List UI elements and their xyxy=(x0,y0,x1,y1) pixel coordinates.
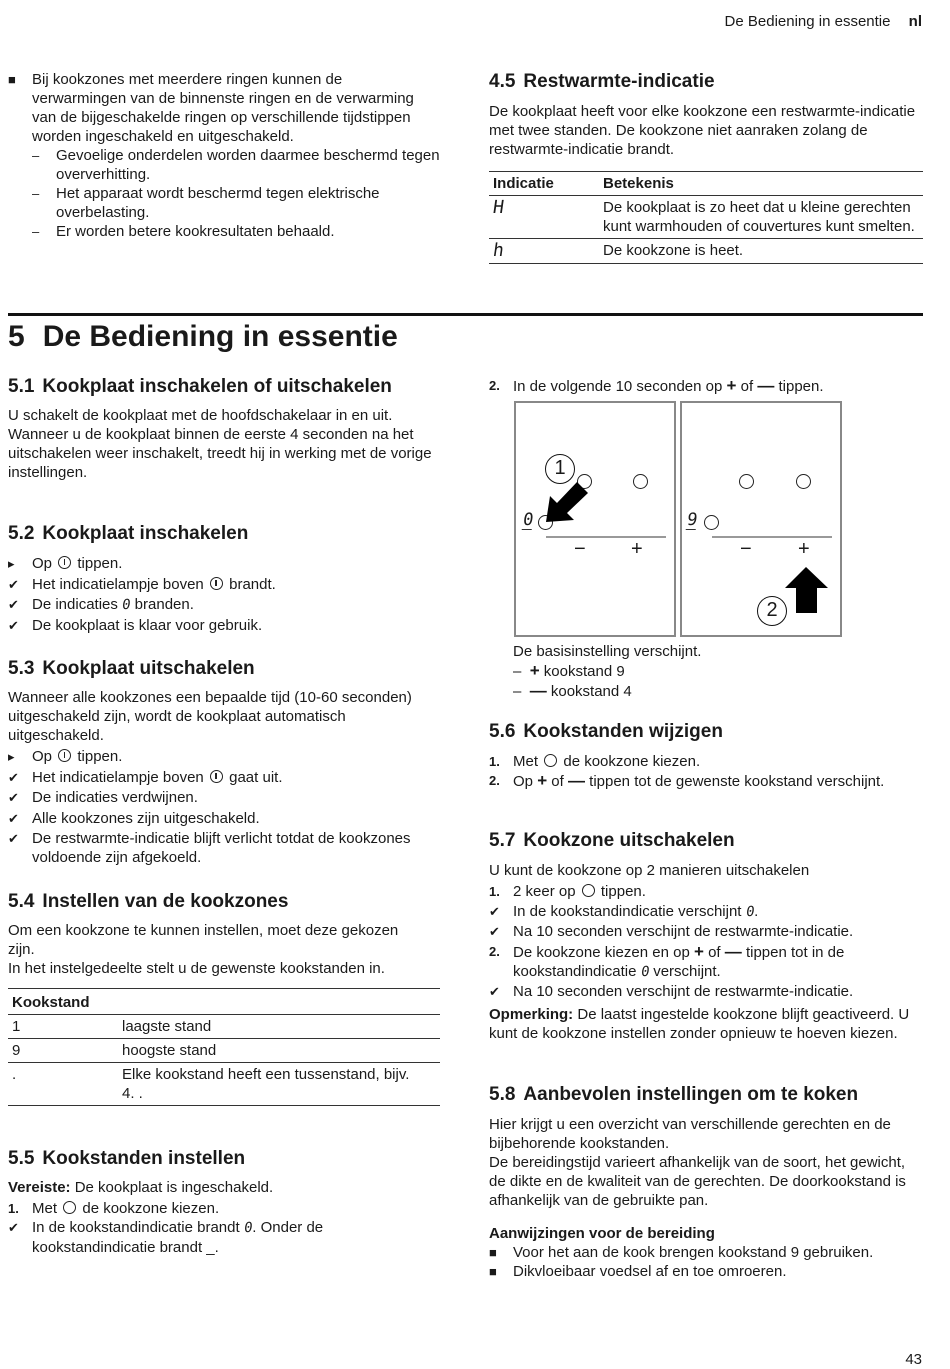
circle-icon xyxy=(63,1201,76,1214)
action-step xyxy=(8,747,440,768)
text: De kookplaat is ingeschakeld. xyxy=(74,1179,274,1196)
text: of xyxy=(708,944,721,961)
paragraph: Wanneer alle kookzones een bepaalde tijd (10-60 seconden) uitgeschakeld zijn, wordt de kookplaat automatisch uitgeschakeld. xyxy=(8,689,412,744)
table-row xyxy=(489,196,923,239)
numbered-step xyxy=(489,942,919,982)
section-title: Restwarmte-indicatie xyxy=(523,71,715,92)
section-title: Kookstanden wijzigen xyxy=(523,721,723,742)
header-lang: nl xyxy=(908,13,922,30)
result-item xyxy=(8,1218,440,1257)
step-number: 2. xyxy=(489,773,500,788)
divider-line xyxy=(712,536,832,538)
text: Dikvloeibaar voedsel af en toe omroeren. xyxy=(513,1263,787,1280)
check-icon: ✔ xyxy=(489,904,500,919)
result-item xyxy=(8,616,440,637)
text: tippen. xyxy=(77,748,123,765)
step-number: 1. xyxy=(489,754,500,769)
text: De indicaties xyxy=(32,596,118,613)
paragraph: U schakelt de kookplaat met de hoofdschakelaar in en uit. xyxy=(8,407,393,424)
plus-icon: + xyxy=(529,661,540,680)
section-5-7 xyxy=(489,829,919,1043)
section-title: Kookstanden instellen xyxy=(42,1148,246,1169)
section-number: 5.3 xyxy=(8,658,35,679)
indicator-symbol: h xyxy=(491,240,506,261)
chapter-title: De Bediening in essentie xyxy=(42,320,398,353)
paragraph: Wanneer u de kookplaat binnen de eerste 4 seconden na het uitschakelen weer inschakelt, treedt hij in werking met de vorige instellingen. xyxy=(8,426,432,481)
text: 2 keer op xyxy=(513,883,576,900)
top-left-list xyxy=(8,70,440,241)
result-item xyxy=(8,575,440,596)
level-display: 0 xyxy=(521,510,535,530)
panel-right xyxy=(680,401,842,637)
power-icon xyxy=(210,577,223,590)
section-number: 5.8 xyxy=(489,1084,516,1105)
restwarmte-table xyxy=(489,171,923,264)
requirement xyxy=(8,1178,440,1197)
check-icon: ✔ xyxy=(8,810,19,826)
text: verschijnt. xyxy=(653,963,721,980)
section-heading xyxy=(489,1083,914,1107)
column-header: Betekenis xyxy=(603,175,674,192)
dash-icon: – xyxy=(32,148,40,163)
check-icon: ✔ xyxy=(8,597,19,612)
minus-icon: — xyxy=(567,771,585,790)
check-icon: ✔ xyxy=(8,769,19,785)
result-item xyxy=(8,768,440,789)
text: de kookzone kiezen. xyxy=(82,1200,220,1217)
section-heading xyxy=(8,375,440,399)
minus-icon: — xyxy=(724,942,742,961)
dash-icon: – xyxy=(32,224,40,239)
text: Op xyxy=(32,748,53,765)
section-number: 5.5 xyxy=(8,1148,35,1169)
section-title: Kookzone uitschakelen xyxy=(523,830,735,851)
cell: 1 xyxy=(12,1018,21,1035)
text: tippen. xyxy=(600,883,646,900)
plus-icon: + xyxy=(726,376,737,395)
text: De restwarmte-indicatie blijft verlicht totdat de kookzones voldoende zijn afgekoeld. xyxy=(32,830,411,866)
plus-icon: + xyxy=(798,538,810,560)
text: Met xyxy=(32,1200,58,1217)
section-5-1 xyxy=(8,375,440,482)
text: De kookplaat is klaar voor gebruik. xyxy=(32,616,263,634)
section-5-3 xyxy=(8,657,440,867)
cell: 9 xyxy=(12,1042,21,1059)
power-icon xyxy=(210,770,223,783)
section-heading xyxy=(8,522,440,546)
numbered-step xyxy=(489,752,914,771)
item-text: Bij kookzones met meerdere ringen kunnen de verwarmingen van de binnenste ringen en de verwarming van de bijgeschakelde ringen op verschillende tijdstippen worden ingeschakeld en uitgeschakeld. xyxy=(32,71,414,145)
text: De laatst ingestelde kookzone blijft geactiveerd. U kunt de kookzone instellen zonder opnieuw te hoeven kiezen. xyxy=(489,1006,910,1042)
cell: . xyxy=(12,1066,17,1083)
triangle-icon: ▸ xyxy=(8,556,15,571)
paragraph: Hier krijgt u een overzicht van verschillende gerechten en de bijbehorende kookstanden. xyxy=(489,1116,891,1152)
text: Na 10 seconden verschijnt de restwarmte-indicatie. xyxy=(513,983,854,1000)
text: Alle kookzones zijn uitgeschakeld. xyxy=(32,809,260,827)
section-heading xyxy=(8,890,440,914)
result-item xyxy=(8,809,440,830)
list-item xyxy=(489,1243,914,1262)
section-number: 5.2 xyxy=(8,523,35,544)
callout-badge: 1 xyxy=(545,454,575,484)
segment-digit: 0 xyxy=(744,904,756,920)
cell: laagste stand xyxy=(122,1018,212,1035)
zone-circle-icon xyxy=(704,515,719,530)
result-item xyxy=(489,922,919,942)
section-5-8 xyxy=(489,1083,914,1281)
section-heading xyxy=(489,720,914,744)
check-icon: ✔ xyxy=(8,831,19,846)
indicator-symbol: H xyxy=(491,197,506,218)
section-4-5 xyxy=(489,70,923,264)
text: De indicaties verdwijnen. xyxy=(32,789,198,806)
paragraph: Om een kookzone te kunnen instellen, moet deze gekozen zijn. xyxy=(8,922,399,958)
section-title: Aanbevolen instellingen om te koken xyxy=(523,1084,859,1105)
text: kookstand 9 xyxy=(543,663,625,680)
list-item xyxy=(8,146,440,184)
square-bullet-icon: ■ xyxy=(489,1264,497,1279)
cell: Elke kookstand heeft een tussenstand, bijv. 4. . xyxy=(122,1066,410,1102)
segment-digit: 0 xyxy=(120,597,132,613)
square-bullet-icon: ■ xyxy=(489,1245,497,1260)
section-title: Instellen van de kookzones xyxy=(42,891,289,912)
text: Voor het aan de kook brengen kookstand 9 gebruiken. xyxy=(513,1244,874,1261)
level-display: 9 xyxy=(685,510,699,530)
power-icon xyxy=(58,556,71,569)
plus-icon: + xyxy=(693,942,704,961)
circle-icon xyxy=(544,754,557,767)
zone-circle-icon xyxy=(796,474,811,489)
circle-icon xyxy=(582,884,595,897)
power-icon xyxy=(58,749,71,762)
text: De kookzone kiezen en op xyxy=(513,944,690,961)
zone-circle-icon xyxy=(633,474,648,489)
check-icon: ✔ xyxy=(8,617,19,633)
text: . xyxy=(754,903,759,920)
label: Vereiste: xyxy=(8,1179,71,1196)
segment-digit: 0 xyxy=(639,964,651,980)
result-item xyxy=(489,902,919,922)
minus-icon: − xyxy=(740,538,752,560)
table-row xyxy=(8,1039,440,1063)
section-heading xyxy=(489,829,919,853)
table-row xyxy=(8,1063,440,1106)
minus-icon: — xyxy=(757,376,775,395)
check-icon: ✔ xyxy=(8,576,19,592)
section-5-4 xyxy=(8,890,440,1106)
list-item xyxy=(8,70,440,146)
table-row xyxy=(8,1015,440,1039)
text: of xyxy=(551,773,564,790)
text: Op xyxy=(513,773,534,790)
section-heading xyxy=(8,1147,440,1171)
section-5-5 xyxy=(8,1147,440,1257)
paragraph: De kookplaat heeft voor elke kookzone een restwarmte-indicatie met twee standen. De kookzone niet aanraken zolang de restwarmte-indicatie brandt. xyxy=(489,103,916,158)
list-item xyxy=(8,184,440,222)
segment-digit: 0 xyxy=(242,1220,254,1236)
section-heading xyxy=(8,657,440,681)
result-item xyxy=(8,788,440,809)
check-icon: ✔ xyxy=(489,984,500,999)
dash-item: – + kookstand 9 xyxy=(513,661,625,680)
section-number: 5.7 xyxy=(489,830,516,851)
text: gaat uit. xyxy=(229,768,283,786)
paragraph: U kunt de kookzone op 2 manieren uitschakelen xyxy=(489,862,810,879)
zone-circle-icon xyxy=(739,474,754,489)
section-number: 5.1 xyxy=(8,376,35,397)
column-header: Indicatie xyxy=(493,175,554,192)
text: de kookzone kiezen. xyxy=(563,753,701,770)
plus-icon: + xyxy=(537,771,548,790)
paragraph: De basisinstelling verschijnt. xyxy=(513,643,702,660)
check-icon: ✔ xyxy=(8,1220,19,1235)
step-number: 2. xyxy=(489,378,500,393)
dash-icon: – xyxy=(32,186,40,201)
text: . Onder de kookstandindicatie brandt xyxy=(32,1219,324,1256)
section-heading xyxy=(489,70,923,94)
section-title: Kookplaat inschakelen of uitschakelen xyxy=(42,376,392,397)
check-icon: ✔ xyxy=(489,924,500,939)
section-title: Kookplaat uitschakelen xyxy=(42,658,255,679)
text: In de kookstandindicatie brandt xyxy=(32,1219,240,1236)
diagram-result xyxy=(513,642,913,701)
section-number: 5.6 xyxy=(489,721,516,742)
minus-icon: − xyxy=(574,538,586,560)
text: Op xyxy=(32,555,53,572)
note xyxy=(489,1005,919,1043)
header-title: De Bediening in essentie xyxy=(724,13,891,30)
action-step xyxy=(8,554,440,575)
list-item xyxy=(489,1262,914,1281)
result-item xyxy=(8,595,440,616)
step-number: 1. xyxy=(489,884,500,899)
numbered-step xyxy=(489,376,923,396)
text: tippen. xyxy=(778,378,824,395)
dash-item: – — kookstand 4 xyxy=(513,681,632,700)
list-item xyxy=(8,222,440,241)
section-5-6 xyxy=(489,720,914,791)
text: branden. xyxy=(134,596,194,613)
cell: De kookzone is heet. xyxy=(603,242,744,259)
square-bullet-icon: ■ xyxy=(8,72,16,87)
arrow-down-left-icon xyxy=(544,478,592,526)
divider-line xyxy=(546,536,666,538)
step-number: 2. xyxy=(489,944,500,959)
subheading: Aanwijzingen voor de bereiding xyxy=(489,1225,715,1242)
running-header xyxy=(725,12,922,31)
text: In de volgende 10 seconden op xyxy=(513,378,723,395)
text: kookstand 4 xyxy=(550,683,632,700)
callout-badge: 2 xyxy=(757,596,787,626)
result-item xyxy=(8,829,440,867)
text: Na 10 seconden verschijnt de restwarmte-indicatie. xyxy=(513,923,854,940)
section-number: 4.5 xyxy=(489,71,516,92)
chapter-rule xyxy=(8,313,923,316)
triangle-icon: ▸ xyxy=(8,749,15,764)
column-header: Kookstand xyxy=(12,994,90,1011)
chapter-heading xyxy=(8,320,398,354)
text: tippen tot de gewenste kookstand verschijnt. xyxy=(589,773,885,790)
minus-icon: — xyxy=(529,681,547,700)
paragraph: In het instelgedeelte stelt u de gewenste kookstanden in. xyxy=(8,960,385,977)
text: Het indicatielampje boven xyxy=(32,768,204,786)
numbered-step xyxy=(489,771,914,791)
panel-left xyxy=(514,401,676,637)
text: Met xyxy=(513,753,539,770)
table-row xyxy=(489,239,923,264)
text: brandt. xyxy=(229,575,276,593)
numbered-step xyxy=(489,882,919,902)
plus-icon: + xyxy=(631,538,643,560)
arrow-up-icon xyxy=(784,565,830,615)
numbered-step xyxy=(8,1199,440,1218)
step-number: 1. xyxy=(8,1201,19,1216)
label: Opmerking: xyxy=(489,1006,574,1023)
item-text: Gevoelige onderdelen worden daarmee beschermd tegen oververhitting. xyxy=(56,147,440,183)
paragraph: De bereidingstijd varieert afhankelijk van de soort, het gewicht, de dikte en de kwaliteit van de gerechten. De doorkookstand is afhankelijk van de gebruikte pan. xyxy=(489,1154,906,1209)
item-text: Het apparaat wordt beschermd tegen elektrische overbelasting. xyxy=(56,185,380,221)
section-title: Kookplaat inschakelen xyxy=(42,523,249,544)
text: _. xyxy=(206,1239,219,1256)
text: In de kookstandindicatie verschijnt xyxy=(513,903,742,920)
chapter-number: 5 xyxy=(8,320,25,353)
text: tippen tot in de kookstandindicatie xyxy=(513,944,845,980)
item-text: Er worden betere kookresultaten behaald. xyxy=(56,223,335,240)
kookstand-table xyxy=(8,988,440,1106)
text: tippen. xyxy=(77,555,123,572)
cell: De kookplaat is zo heet dat u kleine gerechten kunt warmhouden of couvertures kunt smelten. xyxy=(603,199,915,235)
section-number: 5.4 xyxy=(8,891,35,912)
text: of xyxy=(740,378,754,395)
text: Het indicatielampje boven xyxy=(32,575,204,593)
result-item xyxy=(489,982,919,1002)
check-icon: ✔ xyxy=(8,790,19,805)
page-number: 43 xyxy=(905,1351,922,1368)
cell: hoogste stand xyxy=(122,1042,217,1059)
section-5-2 xyxy=(8,522,440,636)
